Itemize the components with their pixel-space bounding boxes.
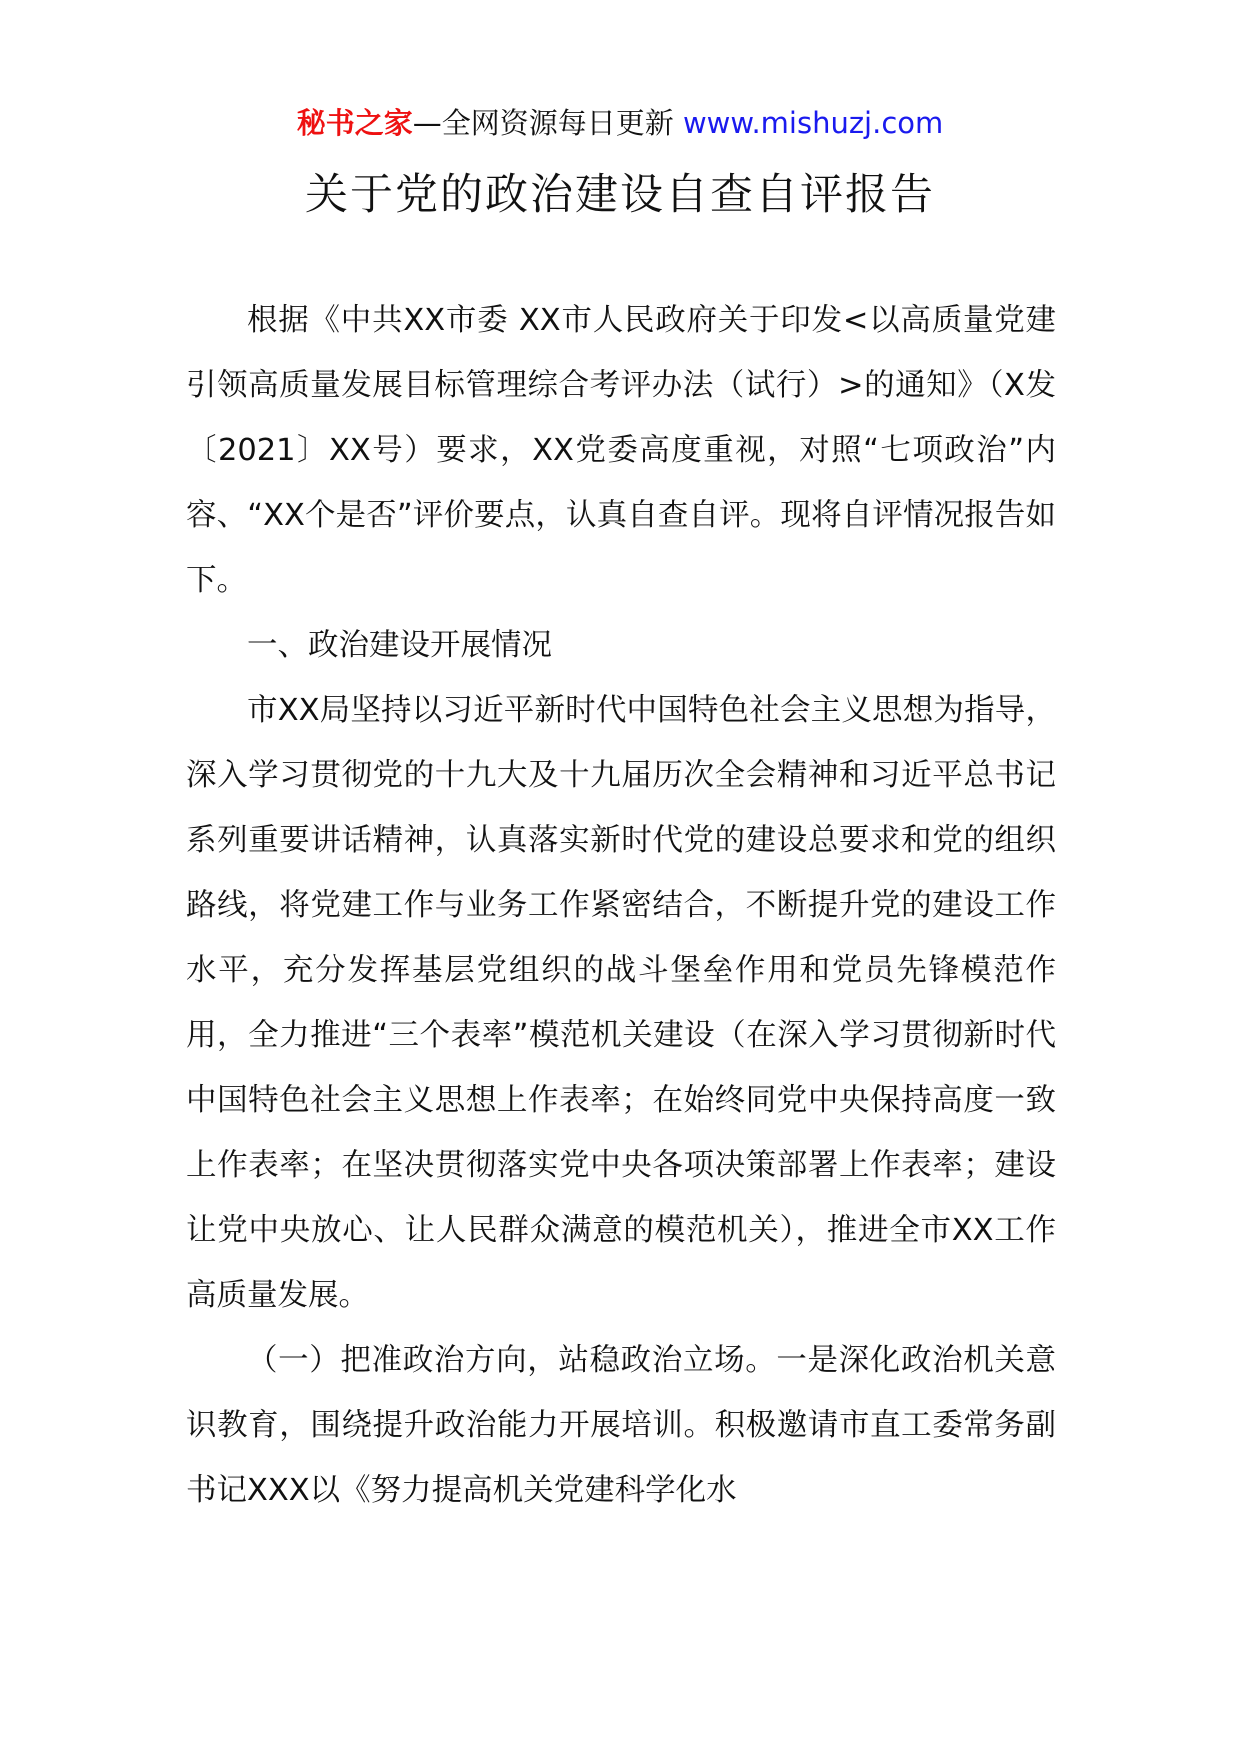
intro-paragraph: 根据《中共XX市委 XX市人民政府关于印发<以高质量党建引领高质量发展目标管理综合考评办法（试行）>的通知》（X发〔2021〕XX号）要求，XX党委高度重视，对照“七项政治”内容、“XX个是否”评价要点，认真自查自评。现将自评情况报告如下。 [186, 303, 1056, 598]
body-paragraph: （一）把准政治方向，站稳政治立场。一是深化政治机关意识教育，围绕提升政治能力开展培训。积极邀请市直工委常务副书记XXX以《努力提高机关党建科学化水 [186, 1343, 1056, 1508]
document-body [186, 288, 1056, 1523]
section-heading: 一、政治建设开展情况 [247, 628, 552, 663]
site-header [0, 100, 1240, 146]
site-url-link[interactable]: www.mishuzj.com [682, 106, 944, 140]
brand-name: 秘书之家 [296, 106, 413, 140]
document-title: 关于党的政治建设自查自评报告 [305, 170, 935, 220]
body-paragraph: 市XX局坚持以习近平新时代中国特色社会主义思想为指导，深入学习贯彻党的十九大及十九届历次全会精神和习近平总书记系列重要讲话精神，认真落实新时代党的建设总要求和党的组织路线，将党建工作与业务工作紧密结合，不断提升党的建设工作水平，充分发挥基层党组织的战斗堡垒作用和党员先锋模范作用，全力推进“三个表率”模范机关建设（在深入学习贯彻新时代中国特色社会主义思想上作表率；在始终同党中央保持高度一致上作表率；在坚决贯彻落实党中央各项决策部署上作表率；建设让党中央放心、让人民群众满意的模范机关），推进全市XX工作高质量发展。 [186, 693, 1056, 1313]
header-slogan: —全网资源每日更新 [412, 106, 674, 140]
